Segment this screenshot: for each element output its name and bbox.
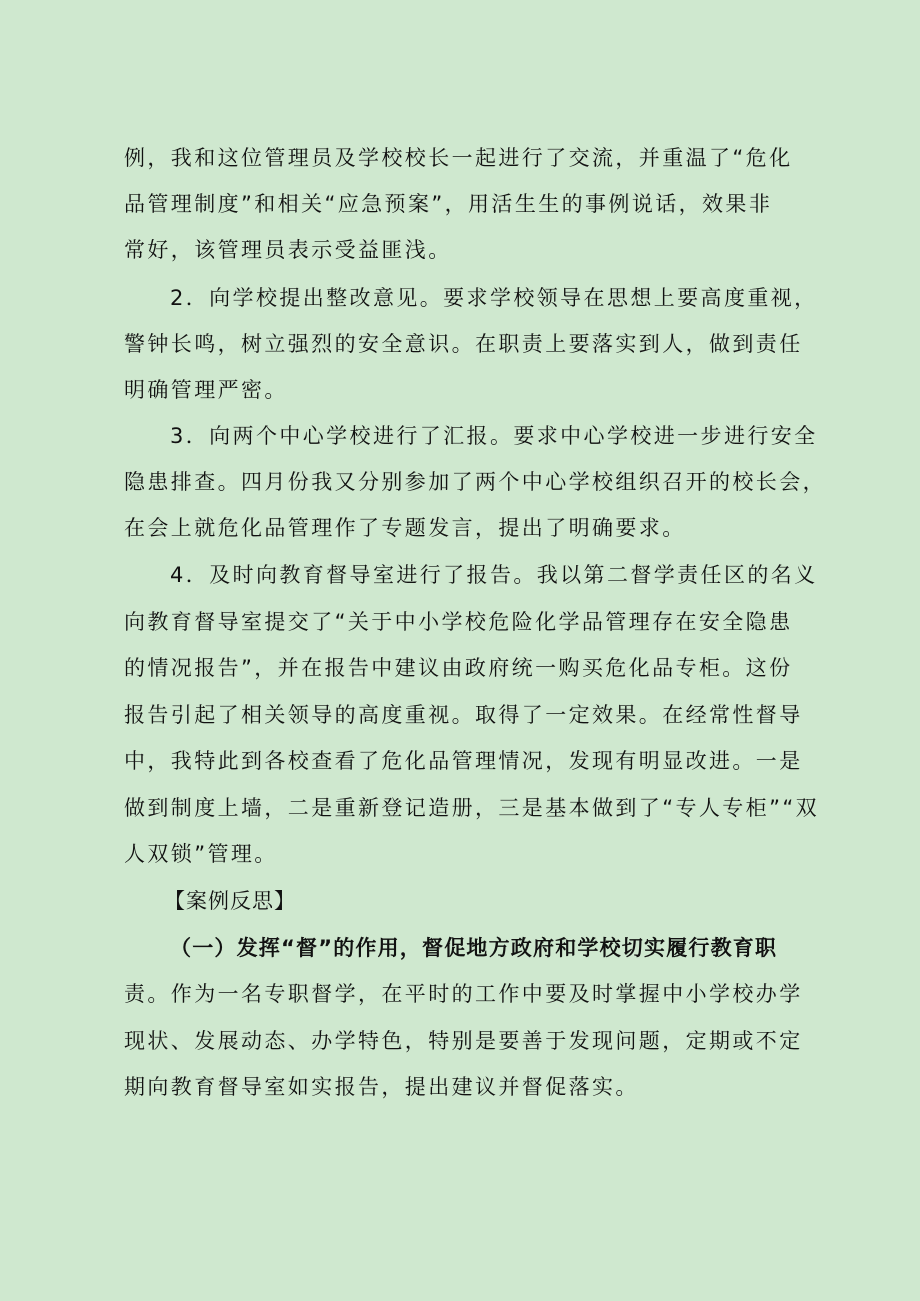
paragraph-line: 例，我和这位管理员及学校校长一起进行了交流，并重温了“危化 [124, 146, 793, 170]
paragraph-line: 中，我特此到各校查看了危化品管理情况，发现有明显改进。一是 [124, 749, 803, 773]
paragraph-line: 向教育督导室提交了“关于中小学校危险化学品管理存在安全隐患 [124, 610, 793, 634]
paragraph-line: 的情况报告”，并在报告中建议由政府统一购买危化品专柜。这份 [124, 656, 793, 680]
paragraph-line: 责。作为一名专职督学，在平时的工作中要及时掌握中小学校办学 [124, 982, 803, 1006]
paragraph-line: 期向教育督导室如实报告，提出建议并督促落实。 [124, 1075, 639, 1099]
paragraph-line: 警钟长鸣，树立强烈的安全意识。在职责上要落实到人，做到责任 [124, 332, 803, 356]
paragraph-line: 3．向两个中心学校进行了汇报。要求中心学校进一步进行安全 [170, 424, 818, 448]
subsection-heading-line: （一）发挥“督”的作用，督促地方政府和学校切实履行教育职 [170, 936, 778, 960]
paragraph-line: 做到制度上墙，二是重新登记造册，三是基本做到了“专人专柜”“双 [124, 796, 820, 820]
paragraph-line: 报告引起了相关领导的高度重视。取得了一定效果。在经常性督导 [124, 703, 803, 727]
paragraph-line: 人双锁”管理。 [124, 842, 278, 866]
paragraph-line: 常好，该管理员表示受益匪浅。 [124, 238, 452, 262]
paragraph-line: 明确管理严密。 [124, 378, 288, 402]
paragraph-line: 4．及时向教育督导室进行了报告。我以第二督学责任区的名义 [170, 563, 818, 587]
paragraph-line: 2．向学校提出整改意见。要求学校领导在思想上要高度重视， [170, 286, 818, 310]
paragraph-line: 隐患排查。四月份我又分别参加了两个中心学校组织召开的校长会， [124, 470, 826, 494]
section-heading: 【案例反思】 [164, 889, 296, 913]
paragraph-line: 在会上就危化品管理作了专题发言，提出了明确要求。 [124, 516, 686, 540]
paragraph-line: 品管理制度”和相关“应急预案”，用活生生的事例说话，效果非 [124, 192, 773, 216]
paragraph-line: 现状、发展动态、办学特色，特别是要善于发现问题，定期或不定 [124, 1029, 803, 1053]
